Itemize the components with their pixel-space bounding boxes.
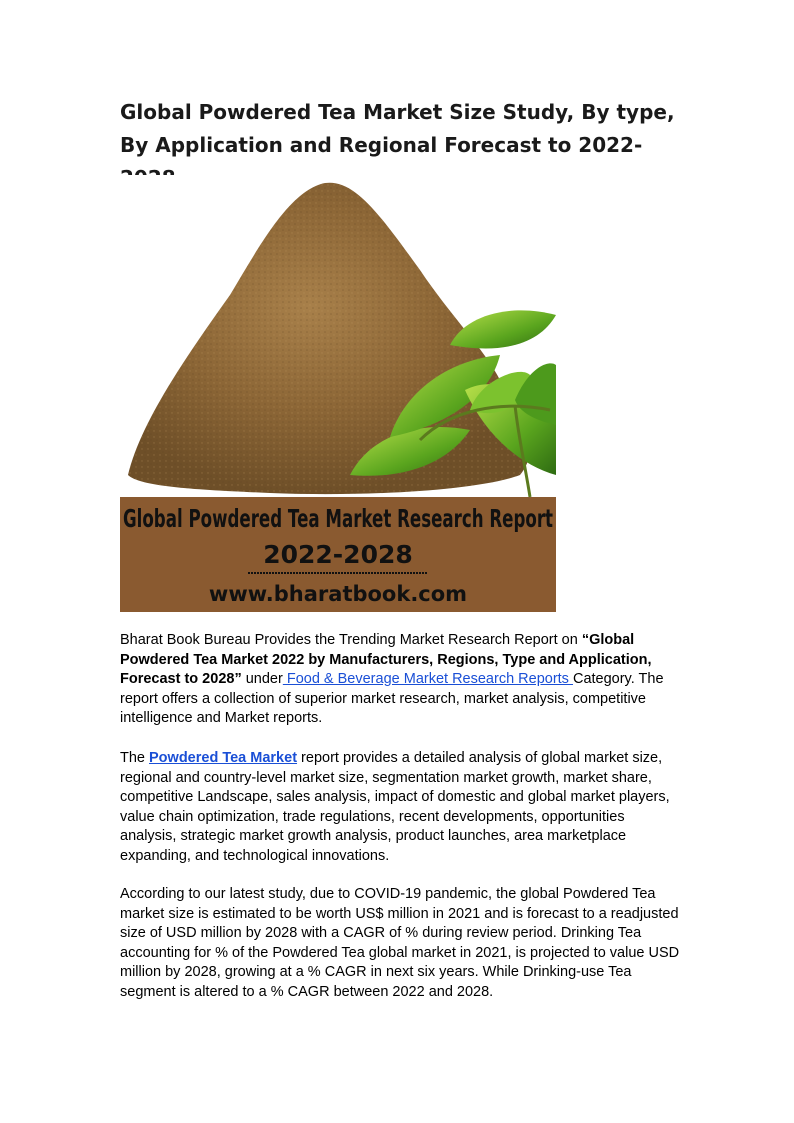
document-title: Global Powdered Tea Market Size Study, By type, By Application and Regional Forecast to 2022-: [120, 100, 675, 157]
intro-rest: Category. The report offers a collection of superior market research, market analysis, competitive intelligence and Market reports.: [120, 671, 664, 726]
analysis-rest: report provides a detailed analysis of global market size, regional and country-level market size, segmentation market growth, market share, competitive Landscape, sales analysis, impact of domestic and global market players, value chain optimization, trade regulations, recent developments, opportunities analysis, strategic market growth analysis, product launches, area marketplace expanding, and technological innovations.: [120, 750, 670, 864]
category-link[interactable]: Food & Beverage Market Research Reports: [282, 671, 573, 687]
powdered-tea-market-link-text: Powdered Tea Market: [149, 750, 298, 766]
report-name: “Global Powdered Tea Market 2022 by Manufacturers, Regions, Type and Application, Forecast to 2028”: [120, 632, 652, 687]
banner-title: Global Powdered Tea Market Research Report: [123, 504, 554, 533]
banner-years: 2022-2028: [263, 540, 413, 569]
hero-image: [120, 175, 556, 612]
analysis-lead: The: [120, 750, 150, 766]
study-paragraph: According to our latest study, due to COVID-19 pandemic, the global Powdered Tea market size is estimated to be worth US$ million in 2021 and is forecast to a readjusted size of USD million by 2028 with a CAGR of % during review period. Drinking Tea accounting for % of the Powdered Tea global market in 2021, is projected to value USD million by 2028, growing at a % CAGR in next six years. While Drinking-use Tea segment is altered to a % CAGR between 2022 and 2028.: [120, 886, 680, 1000]
analysis-paragraph: [120, 749, 680, 866]
intro-text: Bharat Book Bureau Provides the Trending Market Research Report on: [120, 632, 582, 648]
banner-url: www.bharatbook.com: [208, 582, 468, 606]
powdered-tea-market-link[interactable]: [149, 750, 297, 766]
intro-paragraph: [120, 631, 680, 729]
under-text: under: [241, 671, 283, 687]
